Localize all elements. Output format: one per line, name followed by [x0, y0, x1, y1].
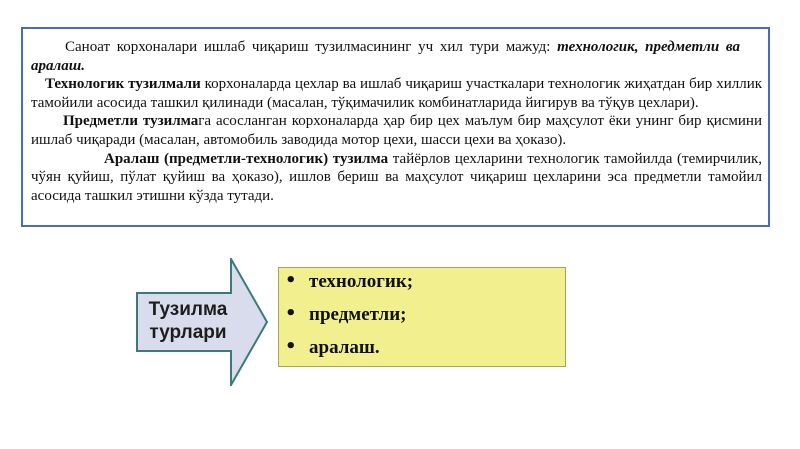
arrow-label [138, 298, 238, 344]
types-list [285, 271, 565, 370]
technological-paragraph [31, 75, 762, 112]
intro-text: Саноат корхоналари ишлаб чиқариш тузилмасининг уч хил тури мажуд: [65, 39, 558, 55]
list-item-text: технологик; [309, 271, 414, 292]
list-item [285, 271, 565, 304]
technological-term: Технологик тузилмали [45, 76, 201, 93]
bullet-icon: • [285, 303, 297, 324]
subject-term: Предметли тузилма [63, 113, 199, 130]
subject-text: га асосланган корхоналарда ҳар бир цех маълум бир маҳсулот ёки унинг бир қисмини ишлаб чиқаради (масалан, автомобиль заводида мотор цехи, шасси цехи ва ҳоказо). [31, 113, 762, 148]
list-item-text: аралаш. [309, 337, 380, 358]
arrow-label-line1: Тузилма [148, 299, 228, 320]
bullet-icon: • [285, 270, 297, 291]
types-list-box [278, 267, 566, 367]
mixed-term: Аралаш (предметли-технологик) тузилма [104, 150, 389, 167]
subject-paragraph [31, 112, 762, 149]
mixed-paragraph [31, 150, 762, 206]
list-item-text: предметли; [309, 304, 407, 325]
list-item [285, 337, 565, 370]
mixed-text: тайёрлов цехларини технологик тамойилда (темирчилик, чўян қуйиш, пўлат қуйиш ва ҳоказо), ишлов бериш ва маҳсулот чиқариш цехларини эса предметли тамойил асосида ташкил этишни кўзда тутади. [31, 150, 763, 204]
intro-paragraph [31, 38, 762, 75]
intro-types-and: ва [725, 39, 741, 55]
intro-types-a: технологик, предметли [557, 39, 720, 55]
list-item [285, 304, 565, 337]
intro-types-b: аралаш. [31, 57, 85, 74]
description-text-box [21, 27, 770, 227]
arrow-label-line2: турлари [149, 322, 227, 343]
bullet-icon: • [285, 336, 297, 357]
technological-text: корхоналарда цехлар ва ишлаб чиқариш участкалари технологик жиҳатдан бир хиллик тамойили асосида ташкил қилинади (масалан, тўқимачилик комбинатларида йигирув ва тўқув цехлари). [31, 76, 763, 111]
